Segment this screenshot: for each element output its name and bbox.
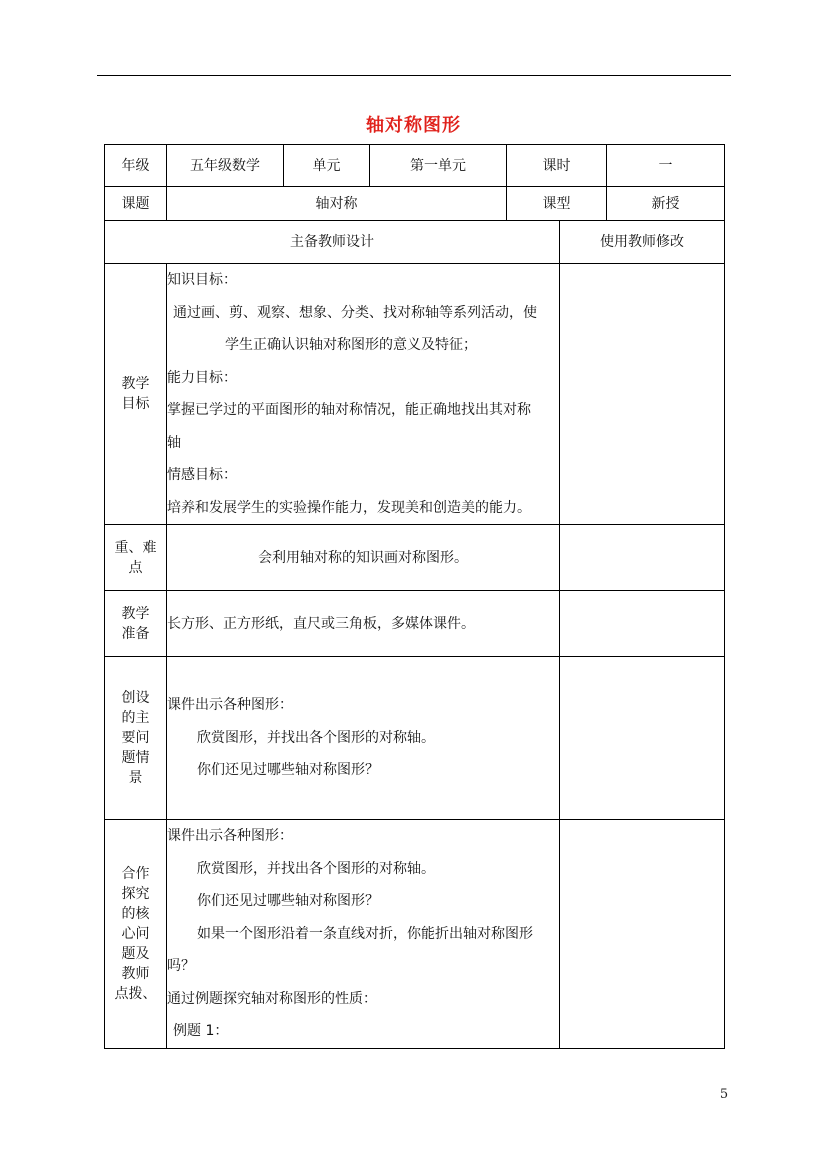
label-line: 探究 — [121, 885, 150, 902]
topic-label: 课题 — [105, 187, 167, 221]
inquiry-line: 欣赏图形，并找出各个图形的对称轴。 — [197, 860, 435, 877]
label-line: 的主 — [121, 710, 150, 726]
label-line: 创设 — [121, 690, 150, 706]
lesson-plan-table — [104, 144, 725, 1049]
key-points-label — [105, 525, 167, 591]
key-points-revision-cell — [560, 525, 725, 591]
grade-value: 五年级数学 — [167, 145, 284, 187]
preparation-revision-cell — [560, 591, 725, 657]
table-row-header2 — [105, 187, 725, 221]
scenario-label — [105, 657, 167, 820]
label-line: 教师 — [121, 965, 150, 982]
page-number: 5 — [719, 1087, 729, 1102]
inquiry-revision-cell — [560, 820, 725, 1049]
objectives-label — [105, 264, 167, 525]
label-line: 要问 — [121, 730, 150, 746]
unit-label: 单元 — [284, 145, 370, 187]
knowledge-line: 学生正确认识轴对称图形的意义及特征； — [225, 337, 477, 353]
table-row-key-points — [105, 525, 725, 591]
header-rule — [97, 75, 731, 76]
document-title: 轴对称图形 — [366, 115, 461, 136]
teacher-revision-heading: 使用教师修改 — [560, 221, 725, 264]
lesson-type-label: 课型 — [507, 187, 607, 221]
label-line: 目标 — [121, 396, 150, 412]
inquiry-line: 吗？ — [167, 958, 195, 974]
table-row-scenario — [105, 657, 725, 820]
inquiry-line: 课件出示各种图形： — [167, 828, 293, 844]
table-row-preparation — [105, 591, 725, 657]
label-line: 的核 — [121, 905, 150, 922]
main-teacher-design-heading: 主备教师设计 — [105, 221, 560, 264]
label-line: 题及 — [121, 945, 150, 962]
knowledge-heading: 知识目标： — [167, 272, 237, 288]
label-line: 重、难 — [114, 539, 157, 556]
scenario-line: 你们还见过哪些轴对称图形？ — [197, 762, 379, 779]
ability-line: 掌握已学过的平面图形的轴对称情况，能正确地找出其对称 — [167, 402, 531, 418]
unit-value: 第一单元 — [370, 145, 507, 187]
label-line: 点拨、 — [114, 985, 157, 1002]
period-value: 一 — [607, 145, 725, 187]
topic-value: 轴对称 — [167, 187, 507, 221]
preparation-content: 长方形、正方形纸，直尺或三角板，多媒体课件。 — [167, 591, 560, 657]
scenario-line: 欣赏图形，并找出各个图形的对称轴。 — [197, 729, 435, 746]
table-row-header1 — [105, 145, 725, 187]
inquiry-content — [167, 820, 560, 1049]
scenario-content — [167, 657, 560, 820]
label-line: 心问 — [121, 925, 150, 942]
scenario-line: 课件出示各种图形： — [167, 697, 293, 714]
lesson-type-value: 新授 — [607, 187, 725, 221]
inquiry-line: 如果一个图形沿着一条直线对折，你能折出轴对称图形 — [197, 925, 533, 942]
table-row-objectives — [105, 264, 725, 525]
scenario-revision-cell — [560, 657, 725, 820]
label-line: 准备 — [121, 625, 150, 642]
ability-heading: 能力目标： — [167, 369, 237, 386]
table-row-inquiry — [105, 820, 725, 1049]
label-line: 点 — [128, 559, 143, 576]
period-label: 课时 — [507, 145, 607, 187]
ability-line: 轴 — [167, 434, 181, 451]
label-line: 教学 — [121, 376, 150, 392]
emotion-line: 培养和发展学生的实验操作能力，发现美和创造美的能力。 — [167, 499, 531, 516]
inquiry-line: 通过例题探究轴对称图形的性质： — [167, 990, 377, 1007]
emotion-heading: 情感目标： — [167, 467, 237, 483]
inquiry-line: 例题 1： — [173, 1023, 229, 1039]
objectives-content — [167, 264, 560, 525]
knowledge-line: 通过画、剪、观察、想象、分类、找对称轴等系列活动，使 — [173, 304, 537, 321]
key-points-content: 会利用轴对称的知识画对称图形。 — [167, 525, 560, 591]
grade-label: 年级 — [105, 145, 167, 187]
inquiry-label — [105, 820, 167, 1049]
label-line: 教学 — [121, 605, 150, 622]
label-line: 景 — [128, 770, 143, 786]
label-line: 合作 — [121, 865, 150, 882]
preparation-label — [105, 591, 167, 657]
label-line: 题情 — [121, 750, 150, 766]
objectives-revision-cell — [560, 264, 725, 525]
table-row-design — [105, 221, 725, 264]
inquiry-line: 你们还见过哪些轴对称图形？ — [197, 893, 379, 909]
